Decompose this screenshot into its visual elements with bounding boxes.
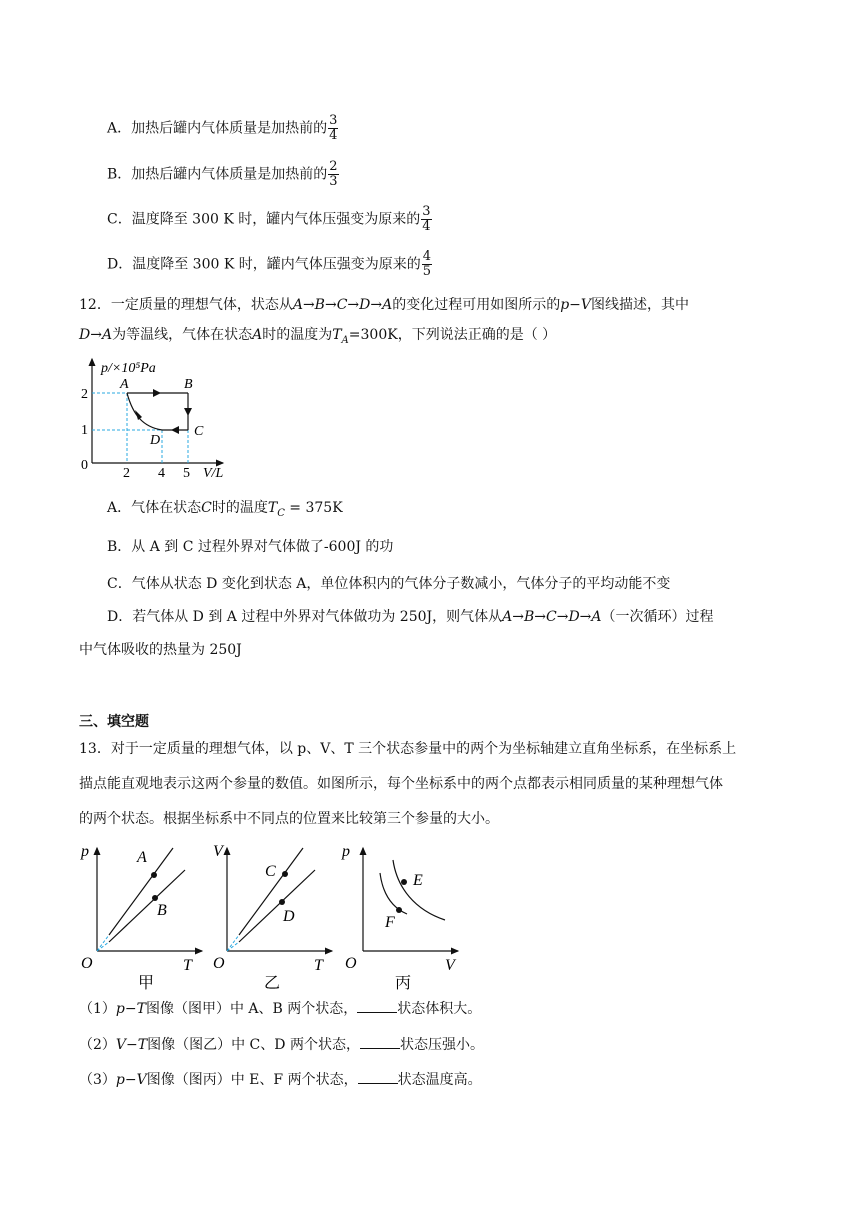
- point-a-label: A: [137, 849, 147, 866]
- text: 状态压强小。: [399, 1037, 484, 1053]
- point-a: [151, 872, 157, 878]
- dash-line: [227, 942, 239, 951]
- answer-blank[interactable]: [357, 998, 397, 1013]
- point-f-label: F: [385, 914, 395, 931]
- text: A．气体在状态: [107, 500, 202, 516]
- text: 时的温度: [211, 500, 268, 516]
- x-tick-4: 4: [158, 466, 165, 480]
- math: A: [252, 327, 263, 343]
- point-a-label: A: [120, 377, 129, 392]
- math-sub: A: [341, 334, 349, 346]
- graph-name: 乙: [264, 975, 281, 992]
- point-d-label: D: [150, 433, 161, 448]
- q12-option-d-line1: [107, 607, 714, 627]
- math: T: [332, 327, 342, 343]
- denominator: 3: [329, 174, 338, 189]
- y-tick-2: 2: [81, 387, 88, 402]
- origin-label: O: [81, 955, 93, 972]
- option-label: D．: [107, 256, 133, 273]
- option-text: 温度降至 300 K 时，罐内气体压强变为原来的: [131, 211, 421, 228]
- isobar-d: [239, 870, 315, 942]
- origin-label: O: [213, 955, 225, 972]
- q12-stem-line2: [79, 325, 556, 351]
- option-text: 温度降至 300 K 时，罐内气体压强变为原来的: [132, 256, 421, 273]
- point-b-label: B: [184, 377, 193, 392]
- denominator: 4: [329, 128, 338, 143]
- x-tick-5: 5: [183, 466, 190, 480]
- graph-name: 甲: [138, 975, 155, 992]
- text: 状态温度高。: [397, 1072, 482, 1088]
- x-axis-label: T: [314, 957, 323, 974]
- q12-option-b: B．从 A 到 C 过程外界对气体做了-600J 的功: [107, 539, 394, 555]
- q13-stem-line2: 描点能直观地表示这两个参量的数值。如图所示，每个坐标系中的两个点都表示相同质量的某种理想气体: [79, 776, 723, 792]
- text: 图像（图乙）中 C、D 两个状态，: [147, 1037, 360, 1053]
- q12-option-a: [107, 498, 343, 524]
- point-c-label: C: [194, 424, 204, 439]
- q13-stem-line1: 13．对于一定质量的理想气体，以 p、V、T 三个状态参量中的两个为坐标轴建立直角坐标系，在坐标系上: [79, 741, 737, 757]
- text: （一次循环）过程: [601, 609, 714, 625]
- option-label: B．: [107, 166, 132, 183]
- option-label: C．: [107, 211, 132, 228]
- isochore-b: [109, 870, 185, 942]
- graph-name: 丙: [395, 975, 412, 992]
- math: C: [201, 500, 212, 516]
- q11-option-d: [107, 250, 432, 279]
- text: （2）: [79, 1037, 116, 1053]
- q13-graphs: [75, 838, 475, 998]
- math: A→B→C→D→A: [502, 609, 602, 625]
- path-da: [127, 393, 162, 430]
- point-e: [401, 879, 407, 885]
- q13-sub2: [79, 1034, 484, 1055]
- math: p−V: [115, 1072, 147, 1088]
- point-c-label: C: [265, 863, 276, 880]
- text: D．若气体从 D 到 A 过程中外界对气体做功为 250J，则气体从: [107, 609, 503, 625]
- graph-bing: [341, 843, 458, 992]
- graph-jia: [80, 843, 202, 992]
- point-d-label: D: [283, 908, 295, 925]
- x-tick-2: 2: [123, 466, 130, 480]
- x-axis-label: V/L: [203, 466, 224, 480]
- text: 图像（图丙）中 E、F 两个状态，: [146, 1072, 358, 1088]
- numerator: 4: [422, 249, 432, 264]
- x-axis-label: T: [183, 957, 192, 974]
- text: = 375K: [284, 500, 343, 516]
- text: 状态体积大。: [397, 1001, 482, 1017]
- origin-label: O: [345, 955, 357, 972]
- math-sub: C: [277, 507, 285, 519]
- math: A→B→C→D→A: [292, 297, 393, 313]
- q11-option-a: [107, 114, 338, 143]
- isotherm-f: [380, 873, 407, 914]
- arrow-cd: [171, 426, 179, 434]
- text: 为等温线，气体在状态: [112, 327, 253, 343]
- numerator: 3: [329, 113, 338, 128]
- point-f: [396, 907, 402, 913]
- option-text: 加热后罐内气体质量是加热前的: [131, 120, 328, 137]
- math: T: [267, 500, 278, 516]
- math: D→A: [79, 327, 113, 343]
- fraction: [421, 205, 431, 234]
- q13-sub3: [79, 1069, 482, 1090]
- point-b-label: B: [157, 902, 167, 919]
- q12-option-c: C．气体从状态 D 变化到状态 A，单位体积内的气体分子数减小，气体分子的平均动能不变: [107, 576, 671, 592]
- y-axis-label: p: [81, 843, 89, 860]
- text: 12．一定质量的理想气体，状态从: [79, 297, 293, 313]
- x-axis-label: V: [445, 957, 455, 974]
- arrow-bc: [184, 408, 192, 416]
- text: =300K，下列说法正确的是（ ）: [348, 327, 557, 343]
- math: p−T: [115, 1001, 146, 1017]
- q11-option-b: [107, 160, 339, 189]
- text: 图像（图甲）中 A、B 两个状态，: [145, 1001, 358, 1017]
- q13-stem-line3: 的两个状态。根据坐标系中不同点的位置来比较第三个参量的大小。: [79, 811, 499, 827]
- text: 图线描述，其中: [591, 297, 690, 313]
- answer-blank[interactable]: [358, 1069, 398, 1084]
- y-axis-label: p/×10⁵Pa: [101, 361, 156, 376]
- math: p−V: [560, 297, 592, 313]
- answer-blank[interactable]: [360, 1034, 400, 1049]
- fraction: [328, 114, 338, 143]
- text: 的变化过程可用如图所示的: [392, 297, 561, 313]
- point-b: [152, 895, 158, 901]
- graph-yi: [213, 843, 332, 992]
- fraction: [422, 250, 432, 279]
- text: （1）: [79, 1001, 116, 1017]
- q11-option-c: [107, 205, 432, 234]
- q12-stem-line1: [79, 295, 689, 315]
- arrow-ab: [153, 389, 161, 397]
- text: 时的温度为: [262, 327, 333, 343]
- origin-label: 0: [81, 458, 88, 473]
- numerator: 2: [329, 159, 338, 174]
- option-label: A．: [107, 120, 132, 137]
- dash-line: [97, 942, 109, 951]
- y-axis-label: p: [342, 843, 350, 860]
- point-d: [279, 899, 285, 905]
- point-c: [282, 871, 288, 877]
- math: V−T: [115, 1037, 148, 1053]
- y-axis-label: V: [213, 843, 223, 860]
- q12-pv-graph: [75, 355, 245, 480]
- section-heading: 三、填空题: [79, 714, 149, 730]
- numerator: 3: [422, 204, 431, 219]
- point-e-label: E: [413, 872, 423, 889]
- denominator: 5: [422, 264, 432, 279]
- y-tick-1: 1: [81, 423, 88, 438]
- denominator: 4: [422, 219, 431, 234]
- fraction: [328, 160, 338, 189]
- q12-option-d-line2: 中气体吸收的热量为 250J: [79, 642, 242, 658]
- text: （3）: [79, 1072, 116, 1088]
- q13-sub1: [79, 998, 481, 1019]
- option-text: 加热后罐内气体质量是加热前的: [131, 166, 328, 183]
